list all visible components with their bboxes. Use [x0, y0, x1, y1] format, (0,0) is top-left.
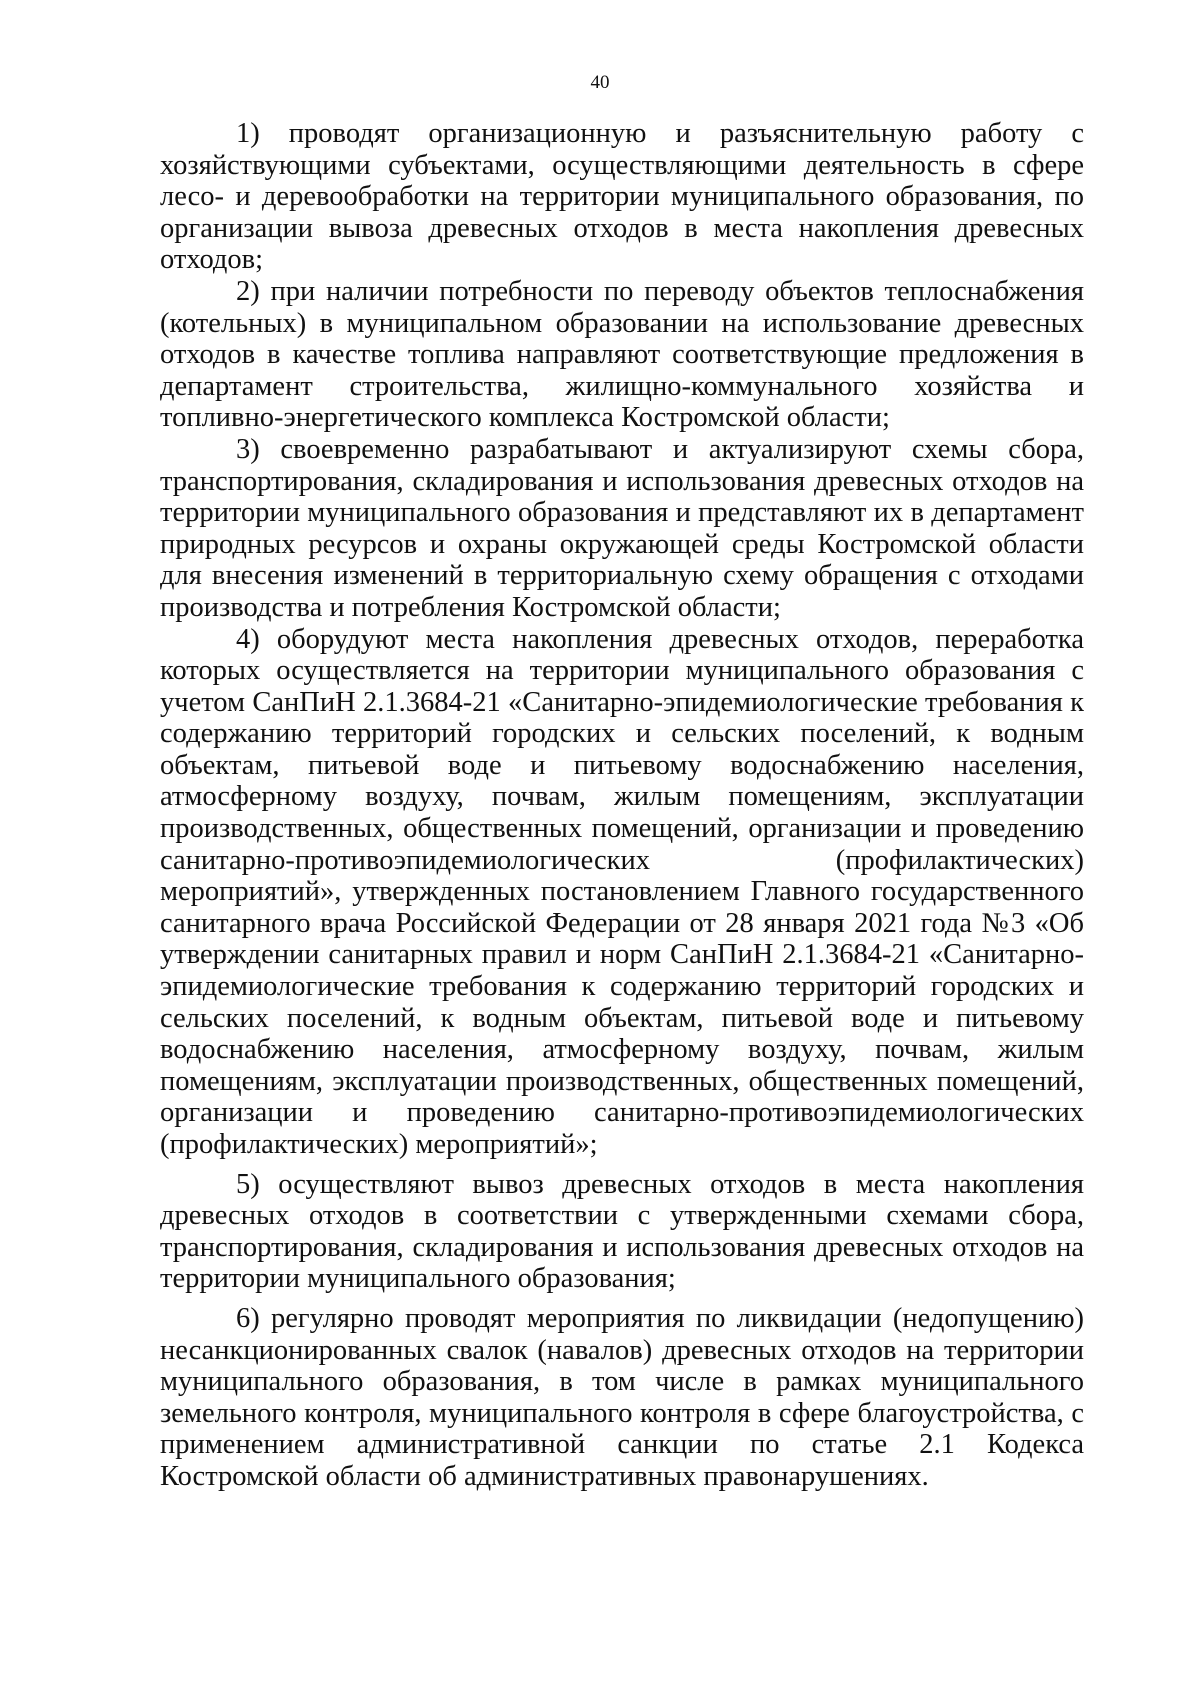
paragraph-item-4: 4) оборудуют места накопления древесных отходов, переработка которых осуществляется на территории муниципального образования с учетом СанПиН 2.1.3684-21 «Санитарно-эпидемиологические требования к содержанию территорий городских и сельских поселений, к водным объектам, питьевой воде и питьевому водоснабжению населения, атмосферному воздуху, почвам, жилым помещениям, эксплуатации производственных, общественных помещений, организации и проведению санитарно-противоэпидемиологических (профилактических) мероприятий», утвержденных постановлением Главного государственного санитарного врача Российской Федерации от 28 января 2021 года №3 «Об утверждении санитарных правил и норм СанПиН 2.1.3684-21 «Санитарно-эпидемиологические требования к содержанию территорий городских и сельских поселений, к водным объектам, питьевой воде и питьевому водоснабжению населения, атмосферному воздуху, почвам, жилым помещениям, эксплуатации производственных, общественных помещений, организации и проведению санитарно-противоэпидемиологических (профилактических) мероприятий»; [160, 623, 1084, 1160]
paragraph-item-3: 3) своевременно разрабатывают и актуализируют схемы сбора, транспортирования, складирования и использования древесных отходов на территории муниципального образования и представляют их в департамент природных ресурсов и охраны окружающей среды Костромской области для внесения изменений в территориальную схему обращения с отходами производства и потребления Костромской области; [160, 433, 1084, 623]
paragraph-item-5: 5) осуществляют вывоз древесных отходов в места накопления древесных отходов в соответствии с утвержденными схемами сбора, транспортирования, складирования и использования древесных отходов на территории муниципального образования; [160, 1168, 1084, 1295]
document-body [160, 118, 1084, 1493]
page-number: 40 [590, 72, 610, 93]
paragraph-item-1: 1) проводят организационную и разъяснительную работу с хозяйствующими субъектами, осуществляющими деятельность в сфере лесо- и деревообработки на территории муниципального образования, по организации вывоза древесных отходов в места накопления древесных отходов; [160, 118, 1084, 276]
paragraph-item-2: 2) при наличии потребности по переводу объектов теплоснабжения (котельных) в муниципальном образовании на использование древесных отходов в качестве топлива направляют соответствующие предложения в департамент строительства, жилищно-коммунального хозяйства и топливно-энергетического комплекса Костромской области; [160, 275, 1084, 434]
paragraph-item-6: 6) регулярно проводят мероприятия по ликвидации (недопущению) несанкционированных свалок (навалов) древесных отходов на территории муниципального образования, в том числе в рамках муниципального земельного контроля, муниципального контроля в сфере благоустройства, с применением административной санкции по статье 2.1 Кодекса Костромской области об административных правонарушениях. [160, 1302, 1084, 1492]
